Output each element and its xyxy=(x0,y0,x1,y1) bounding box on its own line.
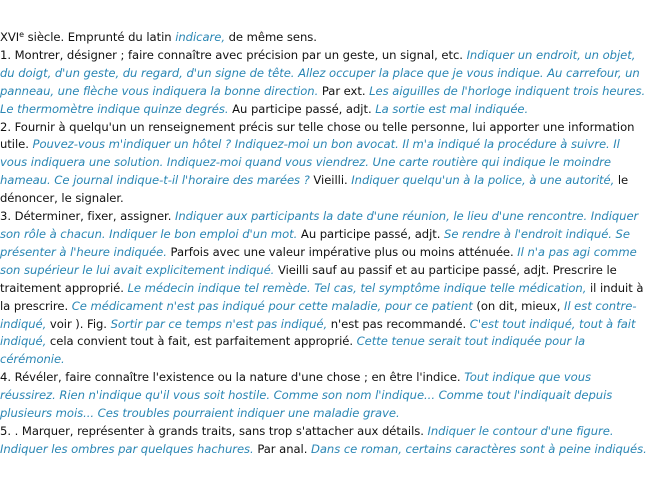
usage-label: Par ext. xyxy=(318,83,370,98)
definition: il induit à la prescrire. xyxy=(0,280,644,313)
example: La sortie est mal indiquée. xyxy=(375,101,529,116)
example: Indiquer un endroit, un objet, du doigt, d'un geste, du regard, d'un signe de tête. Allez occuper la place que je vous indique. Au carrefour, un panneau, une flèche vous indiquera la bonne direction. xyxy=(0,47,640,98)
etymology-century: XVI xyxy=(0,30,20,44)
example: Il est contre-indiqué, xyxy=(0,298,637,331)
definition: 5. . Marquer, représenter à grands traits, sans trop s'attacher aux détails. xyxy=(0,423,428,438)
etymology-paragraph xyxy=(0,29,648,47)
example: Sortir par ce temps n'est pas indiqué, xyxy=(110,316,328,331)
definition: 1. Montrer, désigner ; faire connaître avec précision par un geste, un signal, etc. xyxy=(0,47,467,62)
usage-label: Vieilli. xyxy=(309,173,352,188)
definition: le dénoncer, le signaler. xyxy=(0,173,629,206)
usage-label: Au participe passé, adjt. xyxy=(228,101,376,116)
usage-label: Au participe passé, adjt. xyxy=(297,226,445,241)
note: voir ). Fig. xyxy=(46,316,111,331)
definition: Vieilli sauf au passif et au participe passé, adjt. Prescrire le traitement approprié. xyxy=(0,262,617,295)
example: Dans ce roman, certains caractères sont à peine indiqués. xyxy=(311,441,647,456)
etymology-text: siècle. Emprunté du latin xyxy=(24,30,176,44)
example: Il n'a pas agi comme son supérieur le lui avait explicitement indiqué. xyxy=(0,244,637,277)
example: Cette tenue serait tout indiquée pour la cérémonie. xyxy=(0,334,586,367)
definition: 4. Révéler, faire connaître l'existence ou la nature d'une chose ; en être l'indice. xyxy=(0,370,465,385)
example: Indiquer aux participants la date d'une réunion, le lieu d'une rencontre. Indiquer son rôle à chacun. Indiquer le bon emploi d'un mot. xyxy=(0,209,639,241)
usage-label: Parfois avec une valeur impérative plus ou moins atténuée. xyxy=(166,244,518,259)
example: Le médecin indique tel remède. Tel cas, tel symptôme indique telle médication, xyxy=(127,280,587,295)
definition: 3. Déterminer, fixer, assigner. xyxy=(0,209,175,224)
sense-2 xyxy=(0,119,648,209)
definition: n'est pas recommandé. xyxy=(327,316,470,331)
dictionary-entry xyxy=(0,29,648,459)
example: Pouvez-vous m'indiquer un hôtel ? Indiquez-moi un bon avocat. Il m'a indiqué la procédure à suivre. Il vous indiquera une solution. Indiquez-moi quand vous viendrez. Une carte routière qui indique le moindre hameau. Ce journal indique-t-il l'horaire des marées ? xyxy=(0,137,620,188)
example: C'est tout indiqué, tout à fait indiqué, xyxy=(0,316,636,349)
sense-1 xyxy=(0,47,648,119)
sense-5 xyxy=(0,423,648,459)
sense-4 xyxy=(0,369,648,423)
definition: 2. Fournir à quelqu'un un renseignement précis sur telle chose ou telle personne, lui apporter une information utile. xyxy=(0,119,635,152)
etymology-latin-word: indicare, xyxy=(175,30,225,44)
etymology-text-end: de même sens. xyxy=(224,30,317,44)
definition: cela convient tout à fait, est parfaitement approprié. xyxy=(46,334,357,349)
example: Ce médicament n'est pas indiqué pour cette maladie, pour ce patient xyxy=(71,298,473,313)
usage-label: Par anal. xyxy=(253,441,311,456)
sense-3 xyxy=(0,208,648,369)
note: (on dit, mieux, xyxy=(472,298,564,313)
example: Se rendre à l'endroit indiqué. Se présenter à l'heure indiquée. xyxy=(0,226,630,259)
example: Tout indique que vous réussirez. Rien n'indique qu'il vous soit hostile. Comme son nom l'indique... Comme tout l'indiquait depuis plusieurs mois... Ces troubles pourraient indiquer une maladie grave. xyxy=(0,370,613,421)
example: Indiquer quelqu'un à la police, à une autorité, xyxy=(351,173,615,188)
century-superscript: e xyxy=(19,30,25,39)
example: Indiquer le contour d'une figure. Indiquer les ombres par quelques hachures. xyxy=(0,423,614,456)
example: Les aiguilles de l'horloge indiquent trois heures. Le thermomètre indique quinze degrés. xyxy=(0,83,646,116)
